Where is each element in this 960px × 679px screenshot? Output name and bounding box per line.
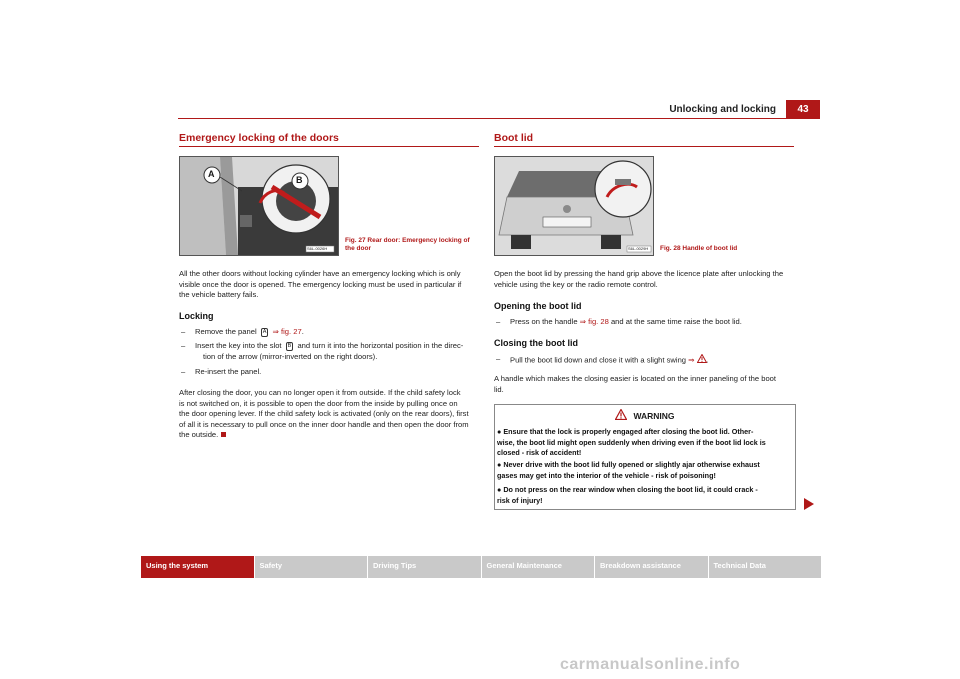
tab-safety[interactable]: Safety — [255, 556, 368, 578]
warning-triangle-icon — [615, 409, 627, 422]
step-text-end: . — [706, 355, 709, 365]
warning-line: wise, the boot lid might open suddenly when driving even if the boot lid lock is — [497, 437, 766, 447]
step-text: Re-insert the panel. — [195, 367, 262, 376]
section-end-marker — [221, 432, 226, 437]
step-remove-panel — [181, 327, 481, 338]
step-dash: – — [496, 354, 501, 363]
figure-reference-link[interactable]: ⇒ fig. 28 — [579, 317, 609, 326]
figure-28-caption: Fig. 28 Handle of boot lid — [660, 245, 738, 252]
tab-general-maintenance[interactable]: General Maintenance — [482, 556, 595, 578]
step-pull-boot-lid — [496, 354, 796, 365]
figure-label-a: A — [208, 169, 215, 179]
warning-line: gases may get into the interior of the vehicle - risk of poisoning! — [497, 470, 716, 480]
text-line: is not switched on, it is possible to open the door from the inside by pulling once on — [179, 398, 458, 408]
step-dash: – — [181, 367, 186, 376]
bullet-icon: ● — [497, 427, 504, 436]
text-line: After closing the door, you can no longer open it from outside. If the child safety lock — [179, 388, 461, 397]
section-rule-right — [494, 146, 794, 147]
warning-line: Do not press on the rear window when closing the boot lid, it could crack - — [503, 485, 758, 494]
header-rule — [178, 118, 820, 119]
figure-27-caption: Fig. 27 Rear door: Emergency locking of the door — [345, 237, 470, 252]
marker-a-box: A — [262, 328, 267, 335]
text-line: A handle which makes the closing easier is located on the inner paneling of the boot — [494, 374, 776, 383]
warning-line: Never drive with the boot lid fully opened or slightly ajar otherwise exhaust — [503, 460, 760, 469]
text-line: Open the boot lid by pressing the hand grip above the licence plate after unlocking the — [494, 269, 784, 278]
figure-reference-link[interactable]: ⇒ fig. 27 — [270, 327, 302, 336]
step-dash: – — [496, 317, 501, 326]
warning-reference-link[interactable]: ⇒ — [688, 355, 695, 365]
warning-triangle-icon — [697, 354, 707, 367]
figure-code: S6L-0029H — [628, 246, 649, 251]
text-line: All the other doors without locking cylinder have an emergency locking which is only — [179, 269, 461, 278]
step-text: Pull the boot lid down and close it with a slight swing — [510, 355, 689, 365]
handle-paragraph — [494, 374, 794, 395]
door-illustration — [180, 157, 338, 255]
tab-breakdown-assistance[interactable]: Breakdown assistance — [595, 556, 708, 578]
watermark: carmanualsonline.info — [560, 656, 741, 673]
step-text-end: and at the same time raise the boot lid. — [608, 317, 742, 326]
warning-line: Ensure that the lock is properly engaged after closing the boot lid. Other- — [503, 427, 754, 436]
boot-intro-paragraph — [494, 269, 794, 290]
section-rule-left — [179, 146, 479, 147]
warning-item-3 — [497, 485, 791, 506]
subheading-closing-boot-lid: Closing the boot lid — [494, 338, 578, 348]
chapter-tabs — [141, 556, 821, 578]
warning-box — [494, 404, 796, 510]
left-intro-paragraph — [179, 269, 479, 301]
text-line: lid. — [494, 384, 504, 394]
next-page-arrow-icon[interactable] — [804, 498, 814, 510]
section-heading-emergency-locking: Emergency locking of the doors — [179, 132, 339, 144]
warning-line: risk of injury! — [497, 495, 543, 505]
text-line: vehicle using the key or the radio remote control. — [494, 279, 658, 289]
tab-driving-tips[interactable]: Driving Tips — [368, 556, 481, 578]
warning-item-2 — [497, 460, 791, 481]
figure-label-b: B — [296, 175, 303, 185]
step-dash: – — [181, 341, 186, 350]
figure-code: S6L-0026H — [307, 246, 328, 251]
subheading-opening-boot-lid: Opening the boot lid — [494, 301, 582, 311]
text-line: the outside. — [179, 430, 219, 440]
bullet-icon: ● — [497, 460, 504, 469]
boot-lid-illustration — [495, 157, 653, 255]
text-line: of all it is necessary to pull once on the inner door handle and then open the door from — [179, 419, 469, 429]
step-continuation: tion of the arrow (mirror-inverted on the right doors). — [203, 352, 378, 361]
running-header-title: Unlocking and locking — [669, 104, 776, 115]
warning-heading — [495, 409, 795, 422]
step-insert-key — [181, 341, 481, 363]
warning-item-1 — [497, 427, 791, 459]
marker-b-box: B — [287, 342, 292, 349]
step-dash: – — [181, 327, 186, 336]
warning-title: WARNING — [633, 411, 675, 421]
subheading-locking: Locking — [179, 311, 214, 321]
step-text: Remove the panel — [195, 327, 259, 336]
section-heading-boot-lid: Boot lid — [494, 132, 534, 144]
text-line: the vehicle battery fails. — [179, 290, 259, 300]
step-text-end: . — [301, 327, 304, 336]
page-number: 43 — [786, 100, 820, 119]
figure-27-door-image — [179, 156, 339, 256]
step-text: Press on the handle — [510, 317, 580, 326]
tab-technical-data[interactable]: Technical Data — [709, 556, 822, 578]
tab-using-the-system[interactable]: Using the system — [141, 556, 254, 578]
step-reinsert-panel — [181, 367, 481, 378]
step-text: Insert the key into the slot — [195, 341, 284, 350]
left-outro-paragraph — [179, 388, 479, 441]
text-line: the door opening lever. If the child safety lock is activated (only on the rear doors), first — [179, 409, 469, 419]
figure-28-boot-image — [494, 156, 654, 256]
warning-line: closed - risk of accident! — [497, 448, 582, 458]
text-line: visible once the door is opened. The emergency locking must be used in particular if — [179, 279, 462, 289]
step-press-handle — [496, 317, 796, 328]
step-text-end: and turn it into the horizontal position in the direc- — [295, 341, 464, 350]
bullet-icon: ● — [497, 485, 504, 494]
